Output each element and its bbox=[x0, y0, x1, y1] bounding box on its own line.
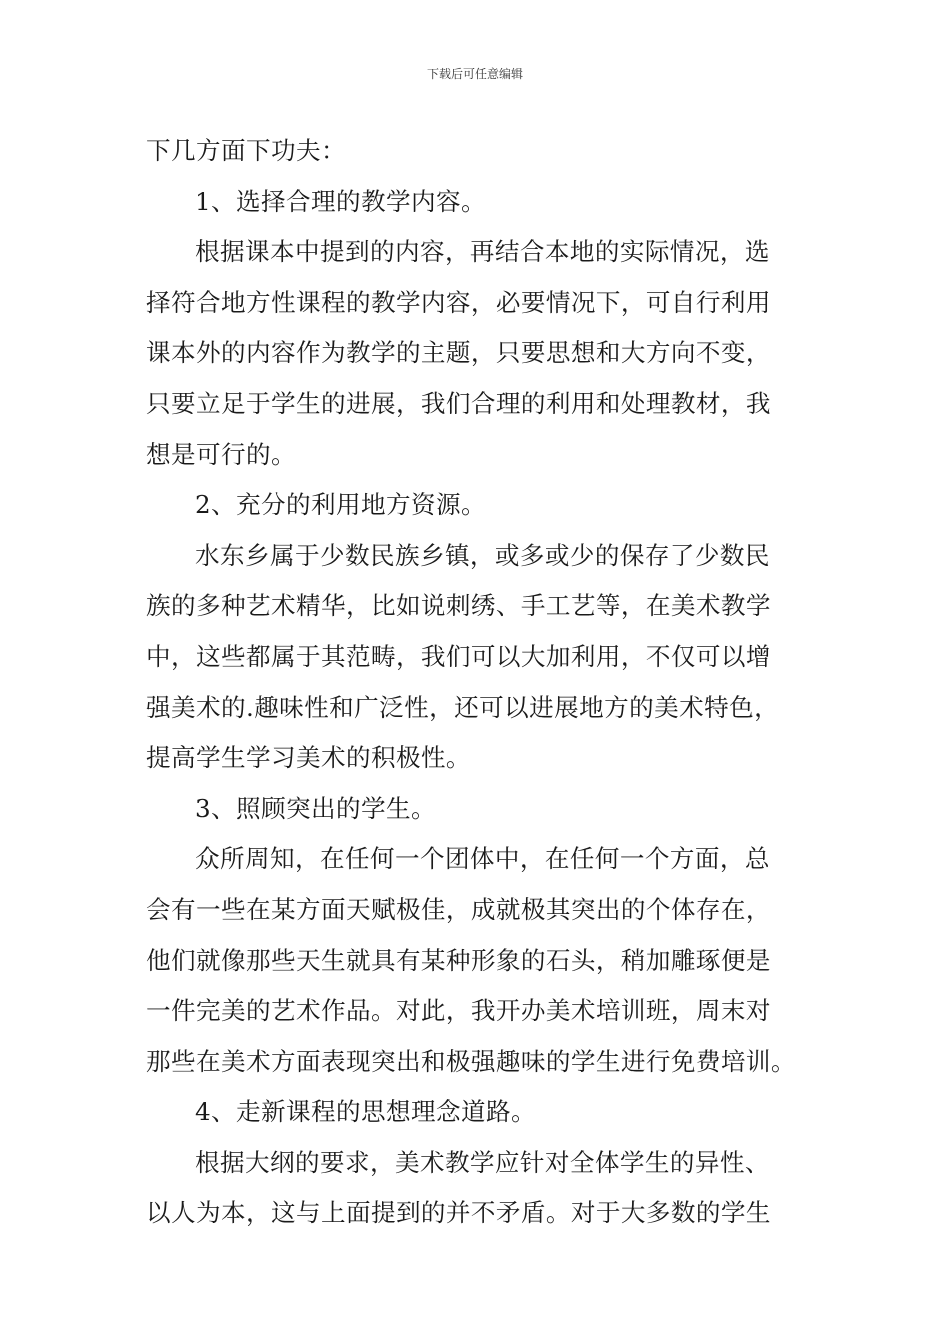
text-line: 择符合地方性课程的教学内容，必要情况下，可自行利用 bbox=[146, 287, 771, 317]
text-line: 根据课本中提到的内容，再结合本地的实际情况，选 bbox=[195, 237, 770, 267]
text-line: 众所周知，在任何一个团体中，在任何一个方面，总 bbox=[195, 844, 770, 874]
text-line: 他们就像那些天生就具有某种形象的石头，稍加雕琢便是 bbox=[146, 945, 771, 975]
document-body bbox=[146, 126, 806, 1239]
text-line: 1、选择合理的教学内容。 bbox=[195, 186, 486, 216]
text-line: 课本外的内容作为教学的主题，只要思想和大方向不变， bbox=[146, 338, 771, 368]
text-line: 只要立足于学生的进展，我们合理的利用和处理教材，我 bbox=[146, 388, 771, 418]
text-line: 下几方面下功夫： bbox=[146, 136, 346, 165]
text-line: 一件完美的艺术作品。对此，我开办美术培训班，周末对 bbox=[146, 996, 771, 1026]
text-line: 提高学生学习美术的积极性。 bbox=[146, 743, 471, 773]
text-line: 想是可行的。 bbox=[146, 439, 296, 469]
text-line: 强美术的.趣味性和广泛性，还可以进展地方的美术特色， bbox=[146, 692, 780, 722]
text-line: 水东乡属于少数民族乡镇，或多或少的保存了少数民 bbox=[195, 540, 770, 570]
text-line: 会有一些在某方面天赋极佳，成就极其突出的个体存在， bbox=[146, 894, 771, 924]
text-line: 3、照顾突出的学生。 bbox=[195, 793, 436, 823]
text-line: 根据大纲的要求，美术教学应针对全体学生的异性、 bbox=[195, 1147, 770, 1177]
text-line: 2、充分的利用地方资源。 bbox=[195, 490, 486, 520]
text-line: 那些在美术方面表现突出和极强趣味的学生进行免费培训。 bbox=[146, 1046, 796, 1076]
text-line: 以人为本，这与上面提到的并不矛盾。对于大多数的学生 bbox=[146, 1198, 771, 1228]
page-header-note: 下载后可任意编辑 bbox=[426, 67, 523, 81]
text-line: 4、走新课程的思想理念道路。 bbox=[195, 1097, 536, 1127]
text-line: 中，这些都属于其范畴，我们可以大加利用，不仅可以增 bbox=[146, 641, 771, 671]
text-line: 族的多种艺术精华，比如说刺绣、手工艺等，在美术教学 bbox=[146, 591, 771, 621]
